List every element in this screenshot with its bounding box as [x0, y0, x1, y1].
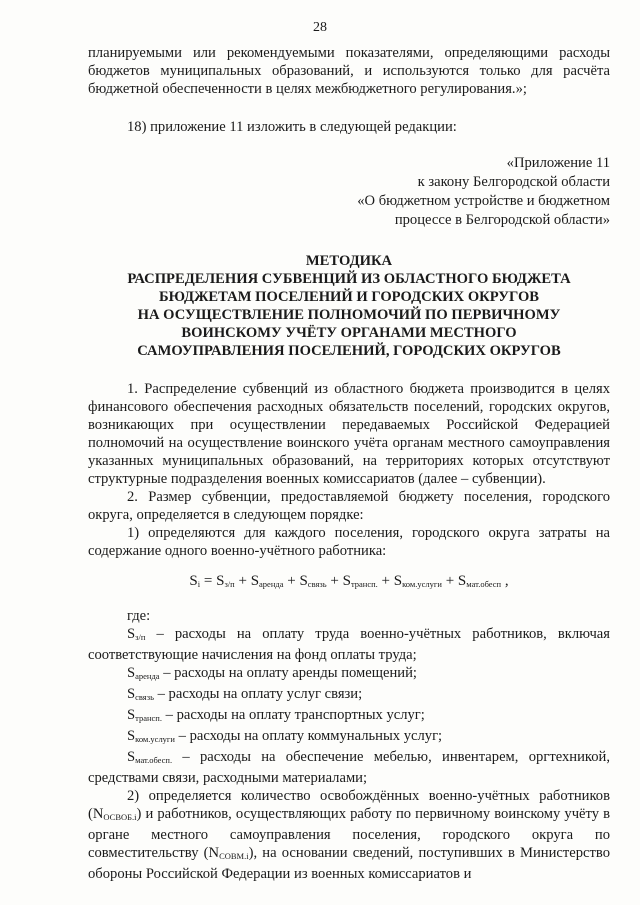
paragraph-2: 2. Размер субвенции, предоставляемой бюджету поселения, городского округа, определяется в следующем порядке:	[88, 489, 610, 523]
appendix-line-4: процессе в Белгородской области»	[394, 212, 610, 228]
cost-formula: $S_i = S_{з/п} + S_{аренда} + S_{связь} + S_{трансп.} + S_{ком.услуги} + S_{мат.обесп}$ ,	[189, 573, 509, 589]
definition-salary: $S_{з/п}$ – расходы на оплату труда военно-учётных работников, включая соответствующие начисления на фонд оплаты труда;	[88, 626, 610, 663]
intro-paragraph: планируемыми или рекомендуемыми показателями, определяющими расходы бюджетов муниципальных образований, и используются только для расчёта бюджетной обеспеченности в целях межбюджетного регулирования.»;	[88, 45, 610, 97]
definition-rent: $S_{аренда}$ – расходы на оплату аренды помещений;	[127, 665, 417, 681]
appendix-line-3: «О бюджетном устройстве и бюджетном	[357, 193, 610, 209]
page-number: 28	[313, 20, 327, 35]
appendix-line-2: к закону Белгородской области	[417, 174, 610, 190]
appendix-line-1: «Приложение 11	[506, 155, 610, 171]
title-line-1: МЕТОДИКА	[305, 253, 393, 269]
paragraph-3: 1) определяются для каждого поселения, городского округа затраты на содержание одного военно-учётного работника:	[88, 525, 610, 559]
definition-communications: $S_{связь}$ – расходы на оплату услуг связи;	[127, 686, 363, 702]
item-18: 18) приложение 11 изложить в следующей редакции:	[127, 119, 457, 135]
definition-transport: $S_{трансп.}$ – расходы на оплату транспортных услуг;	[127, 707, 425, 723]
title-line-4: НА ОСУЩЕСТВЛЕНИЕ ПОЛНОМОЧИЙ ПО ПЕРВИЧНОМУ	[137, 307, 561, 323]
definition-materials: $S_{мат.обесп.}$ – расходы на обеспечение мебелью, инвентарем, оргтехникой, средствами связи, расходными материалами;	[88, 749, 610, 786]
document-body	[88, 44, 610, 883]
appendix-header	[88, 154, 610, 230]
title-line-2: РАСПРЕДЕЛЕНИЯ СУБВЕНЦИЙ ИЗ ОБЛАСТНОГО БЮДЖЕТА	[127, 271, 571, 287]
title-line-3: БЮДЖЕТАМ ПОСЕЛЕНИЙ И ГОРОДСКИХ ОКРУГОВ	[158, 289, 540, 305]
paragraph-1: 1. Распределение субвенций из областного бюджета производится в целях финансового обеспечения расходных обязательств поселений, городских округов, возникающих при осуществлении передаваемых Российской Федерацией полномочий на осуществление воинского учёта органам местного самоуправления указанных муниципальных образований, на территориях которых отсутствуют структурные подразделения военных комиссариатов (далее – субвенции).	[88, 381, 610, 487]
where-label: где:	[127, 608, 151, 624]
title-line-6: САМОУПРАВЛЕНИЯ ПОСЕЛЕНИЙ, ГОРОДСКИХ ОКРУГОВ	[137, 343, 561, 359]
title-line-5: ВОИНСКОМУ УЧЁТУ ОРГАНАМИ МЕСТНОГО	[181, 325, 517, 341]
methodology-title	[88, 252, 610, 360]
definition-utilities: $S_{ком.услуги}$ – расходы на оплату коммунальных услуг;	[127, 728, 443, 744]
paragraph-4: 2) определяется количество освобождённых военно-учётных работников $(N_{ОСВОБ.i})$ и работников, осуществляющих работу по первичному воинскому учёту в органе местного самоуправления поселения, городского округа по совместительству $(N_{СОВМ.i})$, на основании сведений, поступивших в Министерство обороны Российской Федерации из военных комиссариатов и	[88, 788, 610, 882]
